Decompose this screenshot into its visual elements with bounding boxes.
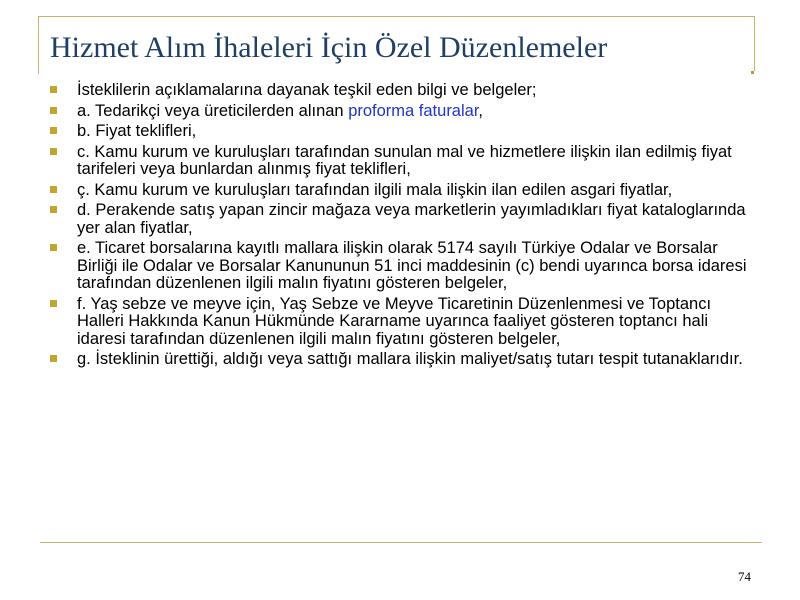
- square-bullet-icon: [50, 127, 57, 134]
- bullet-text: İsteklilerin açıklamalarına dayanak teşkil eden bilgi ve belgeler;: [77, 81, 537, 99]
- frame-bottom-line: [40, 542, 762, 543]
- bullet-text: c. Kamu kurum ve kuruluşları tarafından sunulan mal ve hizmetlere ilişkin ilan edilmiş fiyat tarifeleri veya bunlardan alınmış fiyat teklifleri,: [77, 142, 732, 178]
- square-bullet-icon: [50, 107, 57, 114]
- square-bullet-icon: [50, 355, 57, 362]
- bullet-item: [48, 103, 760, 121]
- bullet-item: [48, 296, 760, 349]
- frame-right-line: [754, 16, 755, 71]
- bullet-text: f. Yaş sebze ve meyve için, Yaş Sebze ve Meyve Ticaretinin Düzenlenmesi ve Toptancı Halleri Hakkında Kanun Hükmünde Kararname uyarınca faaliyet gösteren toptancı hali idaresi tarafından düzenlenen ilgili malın fiyatını gösteren belgeler,: [77, 294, 712, 348]
- square-bullet-icon: [50, 86, 57, 93]
- page-number: 74: [738, 569, 751, 584]
- square-bullet-icon: [50, 148, 57, 155]
- bullet-text: e. Ticaret borsalarına kayıtlı mallara ilişkin olarak 5174 sayılı Türkiye Odalar ve Borsalar Birliği ile Odalar ve Borsalar Kanununun 51 inci maddesinin (c) bendi uyarınca borsa idaresi tarafından düzenlenen ilgili malın fiyatını gösteren belgeler,: [77, 239, 747, 292]
- bullet-text: ç. Kamu kurum ve kuruluşları tarafından ilgili mala ilişkin ilan edilen asgari fiyatlar,: [77, 180, 673, 199]
- slide-title: Hizmet Alım İhaleleri İçin Özel Düzenlemeler: [50, 31, 608, 64]
- square-bullet-icon: [50, 206, 57, 213]
- frame-left-line: [38, 16, 39, 74]
- frame-corner-dot: [751, 71, 754, 74]
- square-bullet-icon: [50, 244, 57, 251]
- bullet-item: [48, 182, 760, 200]
- bullet-text-after: ,: [478, 101, 484, 120]
- bullet-text: d. Perakende satış yapan zincir mağaza veya marketlerin yayımladıkları fiyat kataloglarında yer alan fiyatlar,: [77, 201, 746, 237]
- bullet-item: [48, 82, 760, 100]
- bullet-text-before: a. Tedarikçi veya üreticilerden alınan: [77, 101, 349, 120]
- proforma-highlight: proforma faturalar: [348, 101, 479, 120]
- bullet-list: [48, 82, 760, 372]
- bullet-item: [48, 202, 760, 237]
- square-bullet-icon: [50, 186, 57, 193]
- frame-top-line: [38, 16, 754, 17]
- bullet-item: [48, 240, 760, 293]
- bullet-item: [48, 123, 760, 141]
- bullet-item: [48, 351, 760, 369]
- bullet-text: g. İsteklinin ürettiği, aldığı veya sattığı mallara ilişkin maliyet/satış tutarı tespit tutanaklarıdır.: [77, 350, 743, 368]
- bullet-item: [48, 144, 760, 179]
- square-bullet-icon: [50, 300, 57, 307]
- bullet-text: b. Fiyat teklifleri,: [77, 122, 197, 140]
